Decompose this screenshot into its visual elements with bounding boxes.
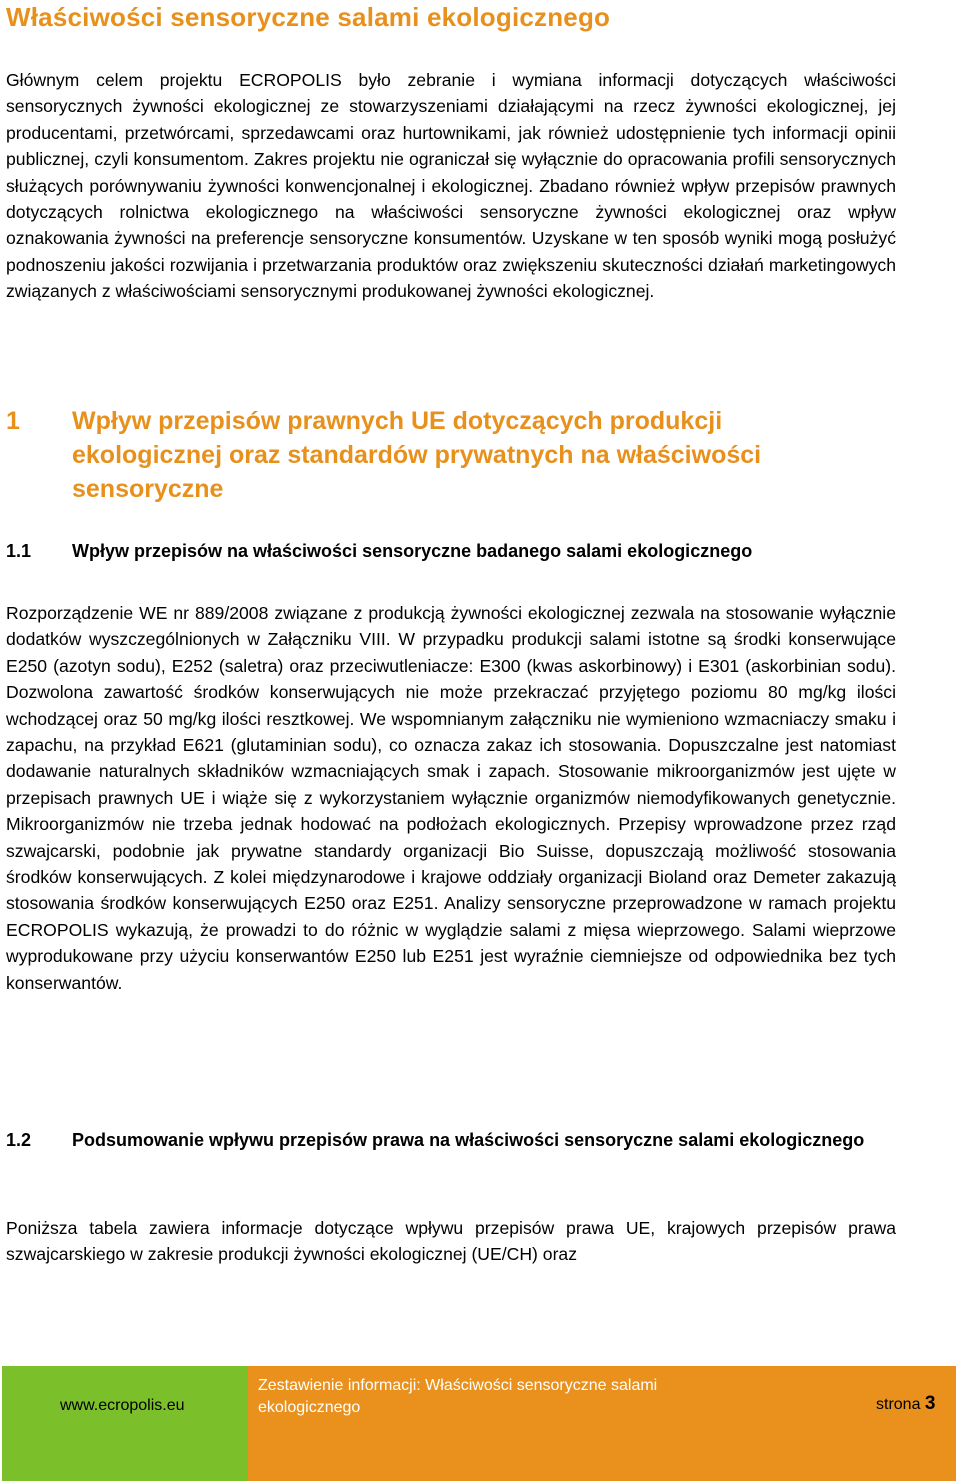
footer-website-link[interactable]: www.ecropolis.eu (60, 1397, 185, 1414)
footer-green-band (2, 1366, 248, 1481)
footer-page-number: 3 (924, 1393, 936, 1414)
document-title: Właściwości sensoryczne salami ekologicznego (6, 2, 611, 32)
section-1-2-title: Podsumowanie wpływu przepisów prawa na właściwości sensoryczne salami ekologicznego (72, 1130, 865, 1150)
footer-page-label: strona (876, 1396, 921, 1413)
footer-page-indicator (876, 1393, 936, 1415)
intro-paragraph: Głównym celem projektu ECROPOLIS było zebranie i wymiana informacji dotyczących właściwości sensorycznych żywności ekologicznej ze stowarzyszeniami działającymi na rzecz żywności ekologicznej, jej producentami, przetwórcami, sprzedawcami oraz hurtownikami, jak również udostępnienie tych informacji opinii publicznej, czyli konsumentom. Zakres projektu nie ograniczał się wyłącznie do opracowania profili sensorycznych służących porównywaniu żywności konwencjonalnej i ekologicznej. Zbadano również wpływ przepisów prawnych dotyczących rolnictwa ekologicznego na właściwości sensoryczne żywności ekologicznej oraz wpływ oznakowania żywności na preferencje sensoryczne konsumentów. Uzyskane w ten sposób wyniki mogą posłużyć podnoszeniu jakości rozwijania i przetwarzania produktów oraz zwiększeniu skuteczności działań marketingowych związanych z właściwościami sensorycznymi produkowanej żywności ekologicznej. (6, 70, 896, 302)
footer-description: Zestawienie informacji: Właściwości sensoryczne salami ekologicznego (258, 1377, 658, 1416)
section-1-1-number: 1.1 (6, 541, 32, 561)
section-1-1-title: Wpływ przepisów na właściwości sensoryczne badanego salami ekologicznego (72, 541, 753, 561)
section-1-1-body: Rozporządzenie WE nr 889/2008 związane z produkcją żywności ekologicznej zezwala na stosowanie wyłącznie dodatków wyszczególnionych w Załączniku VIII. W przypadku produkcji salami istotne są środki konserwujące E250 (azotyn sodu), E252 (saletra) oraz przeciwutleniacze: E300 (kwas askorbinowy) i E301 (askorbinian sodu). Dozwolona zawartość środków konserwujących nie może przekraczać przyjętego poziomu 80 mg/kg ilości wchodzącej oraz 50 mg/kg ilości resztkowej. We wspomnianym załączniku nie wymieniono wzmacniaczy smaku i zapachu, na przykład E621 (glutaminian sodu), co oznacza zakaz ich stosowania. Dopuszczalne jest natomiast dodawanie naturalnych składników wzmacniających smak i zapach. Stosowanie mikroorganizmów jest ujęte w przepisach prawnych UE i wiąże się z wykorzystaniem wyłącznie organizmów niemodyfikowanych genetycznie. Mikroorganizmów nie trzeba jednak hodować na podłożach ekologicznych. Przepisy wprowadzone przez rząd szwajcarski, podobnie jak prywatne standardy organizacji Bio Suisse, dopuszczają możliwość stosowania środków konserwujących. Z kolei międzynarodowe i krajowe oddziały organizacji Bioland oraz Demeter zakazują stosowania środków konserwujących E250 oraz E251. Analizy sensoryczne przeprowadzone w ramach projektu ECROPOLIS wykazują, że prowadzi to do różnic w wyglądzie salami z mięsa wieprzowego. Salami wieprzowe wyprodukowane przy użyciu konserwantów E250 lub E251 jest wyraźnie ciemniejsze od odpowiednika bez tych konserwantów. (6, 603, 896, 993)
section-1-number: 1 (6, 407, 20, 435)
section-1-2-body: Poniższa tabela zawiera informacje dotyczące wpływu przepisów prawa UE, krajowych przepisów prawa szwajcarskiego w zakresie produkcji żywności ekologicznej (UE/CH) oraz (6, 1218, 896, 1265)
section-1-2-number: 1.2 (6, 1130, 32, 1150)
section-1-title: Wpływ przepisów prawnych UE dotyczących produkcji ekologicznej oraz standardów prywatnych na właściwości sensoryczne (72, 407, 762, 503)
